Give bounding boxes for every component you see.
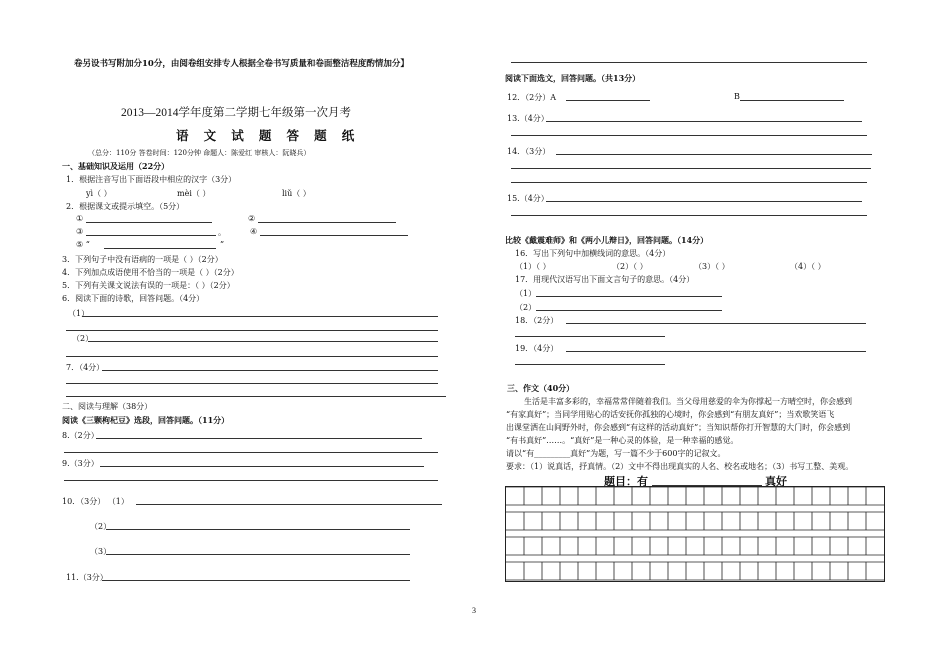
exam-info: （总分：110分 答卷时间：120分钟 命题人：陈爱红 审核人：阮晓兵）: [88, 149, 311, 157]
question-19: 19．（4分）: [515, 344, 559, 353]
fill-label-3: ③: [76, 227, 84, 236]
answer-line-14a[interactable]: [556, 154, 872, 155]
fill-quote-close: ”: [220, 240, 225, 249]
reading-3-heading: 比较《戴震难师》和《两小儿辩日》，回答问题。（14分）: [505, 235, 709, 245]
answer-line-15a[interactable]: [546, 201, 862, 202]
question-16-item-1[interactable]: （1）（ ）: [515, 262, 551, 271]
question-8: 8.（2分）: [62, 431, 99, 440]
question-11: 11.（3分）: [66, 573, 108, 582]
question-10-part-3: （3）: [90, 547, 112, 556]
answer-line-18b[interactable]: [515, 336, 665, 337]
question-4: 4．下列加点成语使用不恰当的一项是（ ）（2分）: [62, 268, 239, 277]
question-12-b: B: [734, 92, 740, 101]
fill-label-5: ⑤ “: [76, 240, 90, 249]
answer-line-13a[interactable]: [546, 121, 862, 122]
essay-title-suffix: 真好: [765, 475, 787, 488]
question-6-part-1: （1）: [68, 309, 90, 318]
question-6: 6．阅读下面的诗歌，回答问题。（4分）: [62, 294, 205, 303]
section-2-heading: 二、阅读与理解（38分）: [62, 402, 153, 411]
answer-line-7c[interactable]: [66, 396, 446, 397]
answer-line-10-1[interactable]: [136, 504, 442, 505]
reading-2-heading: 阅读下面选文，回答问题。（共13分）: [505, 73, 641, 83]
question-13: 13.（4分）: [507, 114, 549, 123]
fill-label-2: ②: [248, 214, 256, 223]
section-1-heading: 一、基础知识及运用（22分）: [62, 161, 170, 171]
question-14: 14．（3分）: [507, 147, 551, 156]
pinyin-1[interactable]: yì（ ）: [86, 189, 112, 198]
answer-line-17-1[interactable]: [536, 296, 722, 297]
question-18: 18．（2分）: [515, 316, 559, 325]
answer-line-top-right[interactable]: [511, 62, 867, 63]
essay-prompt-line-3: 出课堂洒在山间野外时，你会感到“有这样的活动真好”；当知识帮你打开智慧的大门时，你会感到: [506, 423, 851, 432]
fill-blank-4[interactable]: [260, 235, 408, 236]
fill-blank-1[interactable]: [86, 222, 212, 223]
essay-prompt-line-2: “有家真好”；当同学用贴心的话安抚你孤独的心境时，你会感到“有朋友真好”；当欢歌笑语飞: [506, 410, 835, 419]
answer-line-14b[interactable]: [511, 168, 871, 169]
answer-line-17-2[interactable]: [536, 310, 722, 311]
question-16-item-2[interactable]: （2）（ ）: [612, 262, 648, 271]
essay-prompt-line-1: 生活是丰富多彩的，幸福常常伴随着我们。当父母用慈爱的伞为你撑起一方晴空时，你会感到: [524, 397, 852, 406]
answer-line-8a[interactable]: [96, 438, 422, 439]
question-6-part-2: （2）: [72, 334, 94, 343]
question-7: 7．（4分）: [66, 363, 105, 372]
fill-blank-2[interactable]: [258, 222, 396, 223]
fill-label-1: ①: [76, 214, 84, 223]
answer-line-12a[interactable]: [566, 100, 650, 101]
answer-line-10-2[interactable]: [106, 529, 410, 530]
question-1: 1．根据注音写出下面语段中相应的汉字（3分）: [66, 175, 237, 184]
answer-line-12b[interactable]: [740, 100, 844, 101]
question-2: 2．根据课文或提示填空。（5分）: [66, 202, 185, 211]
question-16-item-4[interactable]: （4）（ ）: [790, 262, 826, 271]
question-16-item-3[interactable]: （3）（ ）: [694, 262, 730, 271]
header-note: 卷另设书写附加分10分，由阅卷组安排专人根据全卷书写质量和卷面整洁程度酌情加分】: [74, 59, 409, 69]
question-17-part-1: （1）: [515, 289, 537, 298]
answer-line-11[interactable]: [102, 580, 410, 581]
question-10: 10．（3分） （1）: [62, 497, 129, 506]
question-9: 9.（3分）: [62, 459, 99, 468]
answer-line-9b[interactable]: [64, 480, 438, 481]
question-17-part-2: （2）: [515, 303, 537, 312]
question-17: 17．用现代汉语写出下面文言句子的意思。（4分）: [515, 275, 695, 284]
pinyin-2[interactable]: mèi（ ）: [177, 189, 211, 198]
question-15: 15.（4分）: [507, 194, 549, 203]
essay-title-prefix: 题目：有: [604, 475, 648, 488]
section-3-heading: 三、作文（40分）: [507, 383, 575, 393]
essay-grid-lines: [506, 487, 884, 581]
question-5: 5．下列有关课文说法有误的一项是：（ ）（2分）: [62, 281, 235, 290]
essay-requirements: 要求：（1）说真话，抒真情。（2）文中不得出现真实的人名、校名或地名；（3）书写工整、美观。: [506, 462, 854, 471]
answer-line-14c[interactable]: [511, 182, 867, 183]
answer-line-13b[interactable]: [511, 135, 867, 136]
answer-line-7b[interactable]: [66, 383, 438, 384]
answer-line-18a[interactable]: [566, 323, 866, 324]
question-16: 16．写出下列句中加横线词的意思。（4分）: [515, 249, 671, 258]
answer-line-8b[interactable]: [64, 452, 438, 453]
page-number: 3: [472, 606, 476, 615]
answer-line-10-3[interactable]: [106, 554, 410, 555]
reading-1-heading: 阅读《三颗枸杞豆》选段，回答问题。（11分）: [62, 415, 230, 425]
fill-blank-5[interactable]: [104, 248, 216, 249]
question-3: 3．下列句子中没有语病的一项是（ ）（2分）: [62, 255, 223, 264]
essay-prompt-line-5: 请以“有_________真好”为题，写一篇不少于600字的记叙文。: [506, 449, 726, 458]
fill-period: 。: [218, 228, 226, 237]
fill-label-4: ④: [250, 227, 258, 236]
fill-blank-3[interactable]: [86, 235, 216, 236]
answer-line-6-1a[interactable]: [82, 316, 438, 317]
essay-writing-grid[interactable]: [505, 486, 885, 582]
exam-title: 2013—2014学年度第二学期七年级第一次月考: [121, 107, 351, 119]
answer-line-6-1b[interactable]: [66, 330, 438, 331]
answer-line-19a[interactable]: [566, 351, 866, 352]
essay-prompt-line-4: “有书真好”……。“真好”是一种心灵的体验，是一种幸福的感觉。: [506, 436, 739, 445]
sheet-title: 语 文 试 题 答 题 纸: [176, 129, 361, 143]
answer-line-15b[interactable]: [511, 215, 867, 216]
answer-line-6-2a[interactable]: [88, 341, 438, 342]
answer-line-9a[interactable]: [100, 466, 424, 467]
question-10-part-2: （2）: [90, 522, 112, 531]
pinyin-3[interactable]: liǔ（ ）: [282, 189, 311, 198]
answer-line-6-2b[interactable]: [66, 356, 438, 357]
answer-line-7a[interactable]: [102, 370, 438, 371]
question-12: 12．（2分）A: [507, 93, 557, 102]
answer-line-19b[interactable]: [515, 364, 665, 365]
